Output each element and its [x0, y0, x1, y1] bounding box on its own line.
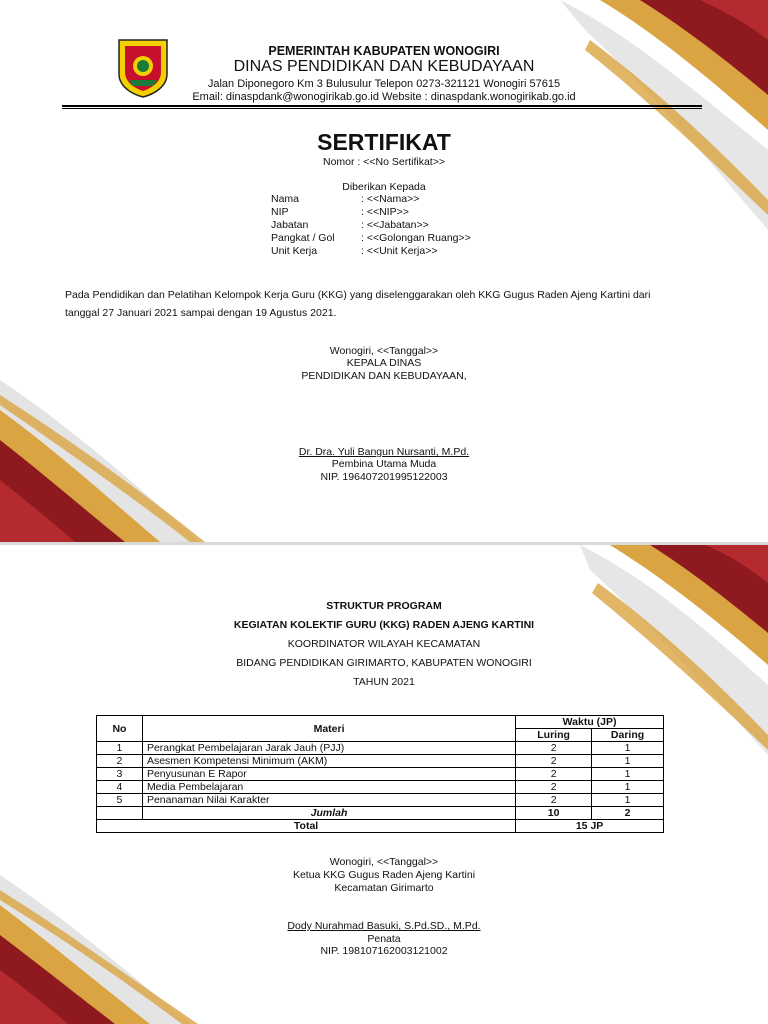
cell-luring: 2 — [516, 755, 592, 768]
table-row — [97, 794, 664, 807]
cell-materi: Asesmen Kompetensi Minimum (AKM) — [142, 755, 515, 768]
cell-daring: 1 — [592, 768, 664, 781]
header-agency: DINAS PENDIDIKAN DAN KEBUDAYAAN — [233, 58, 535, 75]
signer-name: Dr. Dra. Yuli Bangun Nursanti, M.Pd. — [298, 446, 470, 458]
program-signer-nip: NIP. 198107162003121002 — [320, 945, 448, 957]
table-total-row — [97, 820, 664, 833]
program-line-year: TAHUN 2021 — [353, 676, 415, 688]
cell-materi: Perangkat Pembelajaran Jarak Jauh (PJJ) — [142, 742, 515, 755]
cell-materi: Penyusunan E Rapor — [142, 768, 515, 781]
field-label: NIP — [271, 206, 289, 218]
sign-title-2: PENDIDIKAN DAN KEBUDAYAAN, — [301, 370, 467, 382]
col-header-waktu: Waktu (JP) — [516, 716, 664, 729]
table-row — [97, 768, 664, 781]
field-row — [271, 206, 409, 219]
field-label: Jabatan — [271, 219, 309, 231]
total-value: 15 JP — [516, 820, 664, 833]
program-line-region: BIDANG PENDIDIKAN GIRIMARTO, KABUPATEN WONOGIRI — [236, 657, 532, 669]
field-label: Pangkat / Gol — [271, 232, 335, 244]
cell-luring: 2 — [516, 794, 592, 807]
field-label: Nama — [271, 193, 300, 205]
program-sign-title-1: Ketua KKG Gugus Raden Ajeng Kartini — [292, 869, 476, 881]
jumlah-label: Jumlah — [142, 807, 515, 820]
header-divider — [62, 105, 702, 107]
field-value: : <<Golongan Ruang>> — [361, 232, 471, 244]
program-page — [0, 545, 768, 1024]
program-sign-title-2: Kecamatan Girimarto — [334, 882, 434, 894]
field-row — [271, 232, 471, 245]
table-row — [97, 755, 664, 768]
col-header-daring: Daring — [592, 729, 664, 742]
sign-place-date: Wonogiri, <<Tanggal>> — [329, 345, 439, 357]
field-row — [271, 245, 437, 258]
given-to-label: Diberikan Kepada — [342, 181, 426, 193]
cell-luring: 2 — [516, 742, 592, 755]
program-signer-name: Dody Nurahmad Basuki, S.Pd.SD., M.Pd. — [287, 920, 481, 932]
cell-no: 2 — [97, 755, 143, 768]
field-value: : <<NIP>> — [361, 206, 409, 218]
cell-no: 3 — [97, 768, 143, 781]
field-value: : <<Jabatan>> — [361, 219, 429, 231]
signer-nip: NIP. 196407201995122003 — [320, 471, 448, 483]
col-header-luring: Luring — [516, 729, 592, 742]
cell-luring: 2 — [516, 768, 592, 781]
program-title: STRUKTUR PROGRAM — [326, 600, 442, 612]
program-sign-place-date: Wonogiri, <<Tanggal>> — [329, 856, 439, 868]
col-header-no: No — [97, 716, 143, 742]
program-signer-rank: Penata — [367, 933, 401, 945]
table-header-row — [97, 716, 664, 729]
cell-daring: 1 — [592, 755, 664, 768]
header-address: Jalan Diponegoro Km 3 Bulusulur Telepon 0273-321121 Wonogiri 57615 — [207, 78, 561, 90]
cell-daring: 1 — [592, 742, 664, 755]
certificate-body-line2: tanggal 27 Januari 2021 sampai dengan 19 Agustus 2021. — [65, 307, 337, 319]
table-jumlah-row — [97, 807, 664, 820]
program-table — [96, 715, 664, 833]
certificate-body-line1: Pada Pendidikan dan Pelatihan Kelompok Kerja Guru (KKG) yang diselenggarakan oleh KKG Gugus Raden Ajeng Kartini dari — [65, 289, 651, 301]
program-line-coordinator: KOORDINATOR WILAYAH KECAMATAN — [287, 638, 481, 650]
cell-materi: Media Pembelajaran — [142, 781, 515, 794]
signer-rank: Pembina Utama Muda — [331, 458, 437, 470]
jumlah-daring: 2 — [592, 807, 664, 820]
program-subtitle: KEGIATAN KOLEKTIF GURU (KKG) RADEN AJENG KARTINI — [233, 619, 535, 631]
field-row — [271, 193, 419, 206]
total-label: Total — [97, 820, 516, 833]
field-value: : <<Nama>> — [361, 193, 420, 205]
cell-materi: Penanaman Nilai Karakter — [142, 794, 515, 807]
header-government: PEMERINTAH KABUPATEN WONOGIRI — [268, 44, 500, 58]
certificate-title: SERTIFIKAT — [317, 129, 451, 155]
sign-title-1: KEPALA DINAS — [346, 357, 422, 369]
field-value: : <<Unit Kerja>> — [361, 245, 438, 257]
certificate-number: Nomor : <<No Sertifikat>> — [323, 156, 445, 168]
cell-no: 5 — [97, 794, 143, 807]
cell-luring: 2 — [516, 781, 592, 794]
field-label: Unit Kerja — [271, 245, 318, 257]
col-header-materi: Materi — [142, 716, 515, 742]
jumlah-luring: 10 — [516, 807, 592, 820]
header-contact: Email: dinaspdank@wonogirikab.go.id Website : dinaspdank.wonogirikab.go.id — [192, 91, 576, 103]
cell-daring: 1 — [592, 794, 664, 807]
cell-no: 4 — [97, 781, 143, 794]
cell-daring: 1 — [592, 781, 664, 794]
table-row — [97, 742, 664, 755]
field-row — [271, 219, 429, 232]
header-divider-thin — [62, 108, 702, 109]
cell-no: 1 — [97, 742, 143, 755]
table-row — [97, 781, 664, 794]
